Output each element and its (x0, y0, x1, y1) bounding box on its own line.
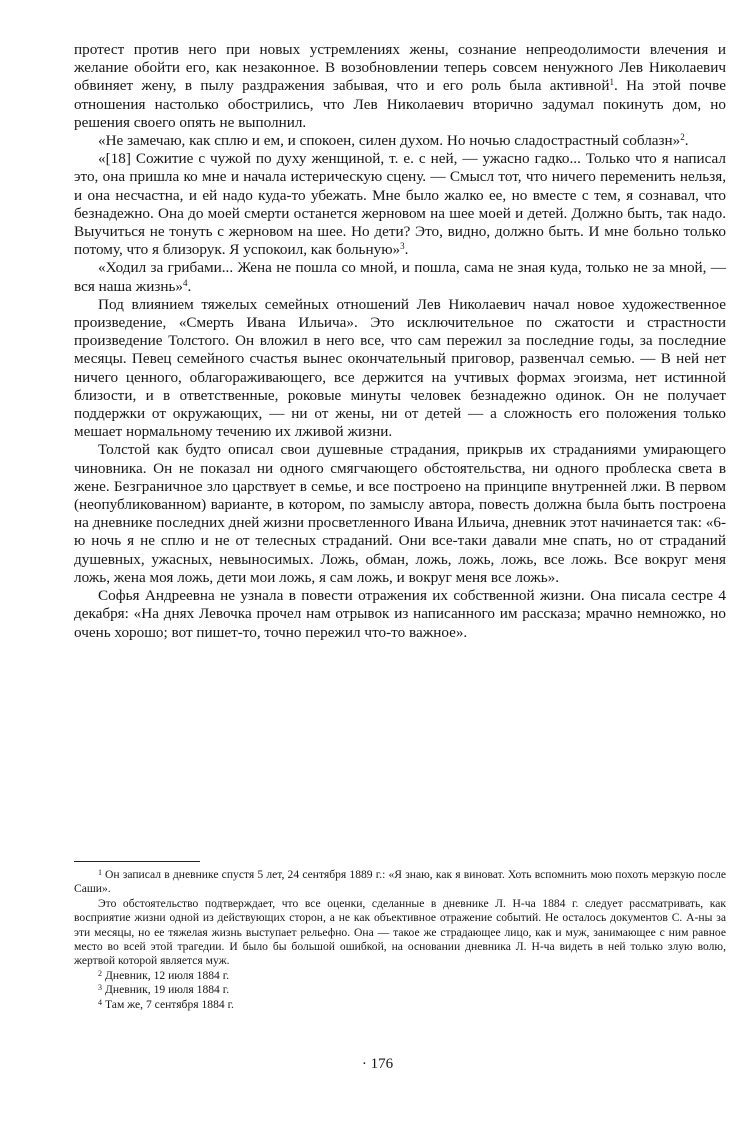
footnote-text: Там же, 7 сентября 1884 г. (105, 997, 234, 1011)
paragraph (74, 41, 726, 132)
footnote (74, 998, 726, 1012)
main-text (74, 41, 726, 642)
quote-text: «Не замечаю, как сплю и ем, и спокоен, силен духом. Но ночью сладострастный соблазн» (98, 132, 681, 150)
quote-text-tail: . (684, 132, 689, 150)
paragraph-text-tail: . На этой почве отношения настолько обострились, что Лев Николаевич вторично задумал покинуть дом, но решения своего опять не выполнил. (74, 77, 726, 131)
paragraph: Толстой как будто описал свои душевные страдания, прикрыв их страданиями умирающего чиновника. Он не показал ни одного смягчающего обстоятельства, ни одного проблеска света в жене. Безграничное зло царствует в семье, и все построено на принципе внутренней лжи. В первом (неопубликованном) варианте, в котором, по замыслу автора, повесть должна была быть построена на дневнике последних дней жизни просветленного Ивана Ильича, дневник этот начинается так: «6-ю ночь я не сплю и не от телесных страданий. Они все-таки давали мне спать, но от страданий душевных, ужасных, невыносимых. Ложь, обман, ложь, ложь, ложь, все ложь. Все вокруг меня ложь, жена моя ложь, дети мои ложь, я сам ложь, и вокруг меня все ложь». (74, 441, 726, 586)
footnote-ref: 3 (400, 241, 405, 252)
diary-quote (74, 132, 726, 150)
quote-text-tail: . (187, 277, 192, 295)
diary-quote (74, 259, 726, 295)
footnote-number: 3 (98, 983, 102, 993)
footnote (74, 969, 726, 983)
quote-text: «Ходил за грибами... Жена не пошла со мной, и пошла, сама не зная куда, только не за мной, — вся наша жизнь» (74, 259, 726, 295)
paragraph: Под влиянием тяжелых семейных отношений Лев Николаевич начал новое художественное произведение, «Смерть Ивана Ильича». Это исключительное по сжатости и страстности произведение Толстого. Он вложил в него все, что сам пережил за последние годы, за последние месяцы. Певец семейного счастья вынес окончательный приговор, развенчал семью. — В ней нет ничего ценного, облагораживающего, все держится на учтивых формах эгоизма, нет истинной близости, и в ответственные, роковые минуты человек безнадежно одинок. Он не получает поддержки от окружающих, — ни от жены, ни от детей — а сложность его положения только мешает нормальному течению их лживой жизни. (74, 295, 726, 441)
footnote-ref: 1 (609, 77, 615, 88)
paragraph: Софья Андреевна не узнала в повести отражения их собственной жизни. Она писала сестре 4 декабря: «На днях Левочка прочел нам отрывок из написанного им рассказа; мрачно немножко, но очень хорошо; вот пишет-то, точно пережил что-то важное». (74, 587, 726, 641)
footnote-divider (74, 861, 200, 862)
footnote-number: 1 (98, 868, 102, 877)
footnote-continuation: Это обстоятельство подтверждает, что все оценки, сделанные в дневнике Л. Н-ча 1884 г. следует рассматривать, как восприятие жизни одной из действующих сторон, а не как объективное отражение событий. Не осталось документов С. А-ны за эти месяцы, но ее тяжелая жизнь выступает рельефно. Она — такое же страдающее лицо, как и муж, занимающее с ним равное место во всей этой трагедии. И было бы большой ошибкой, на основании дневника Л. Н-ча видеть в ней только злую волю, жертвой которой является муж. (74, 896, 726, 968)
quote-text: «[18] Сожитие с чужой по духу женщиной, т. е. с ней, — ужасно гадко... Только что я написал это, она пришла ко мне и начала истерическую сцену. — Смысл тот, что ничего переменить нельзя, и она несчастна, и ей надо куда-то убежать. Мне было жалко ее, но вместе с тем, я сознавал, что безнадежно. Она до моей смерти останется жерновом на шее моей и детей. Должно быть, так надо. Выучиться не тонуть с жерновом на шее. Но дети? Это, видно, должно быть. И мне больно только потому, что я близорук. Я успокоил, как больную» (74, 150, 726, 259)
footnote (74, 868, 726, 897)
footnote-text: Дневник, 19 июля 1884 г. (105, 983, 230, 997)
footnote-ref: 4 (182, 277, 188, 288)
footnotes (74, 868, 726, 1012)
footnote-number: 2 (98, 968, 102, 978)
quote-text-tail: . (404, 241, 409, 259)
diary-quote (74, 150, 726, 259)
paragraph-text: протест против него при новых устремлениях жены, сознание непреодолимости влечения и желание обойти его, как незаконное. В возобновлении теперь совсем ненужного Лев Николаевич обвиняет жену, в пылу раздражения забывая, что и его роль была активной (74, 41, 726, 95)
footnote-number: 4 (98, 997, 102, 1007)
footnote (74, 983, 726, 997)
footnote-text: Дневник, 12 июля 1884 г. (105, 968, 230, 982)
page-number: · 176 (361, 1056, 394, 1072)
footnote-text: Он записал в дневнике спустя 5 лет, 24 сентября 1889 г.: «Я знаю, как я виноват. Хоть вспомнить мою похоть мерзкую после Саши». (74, 868, 726, 896)
footnote-ref: 2 (680, 132, 685, 143)
